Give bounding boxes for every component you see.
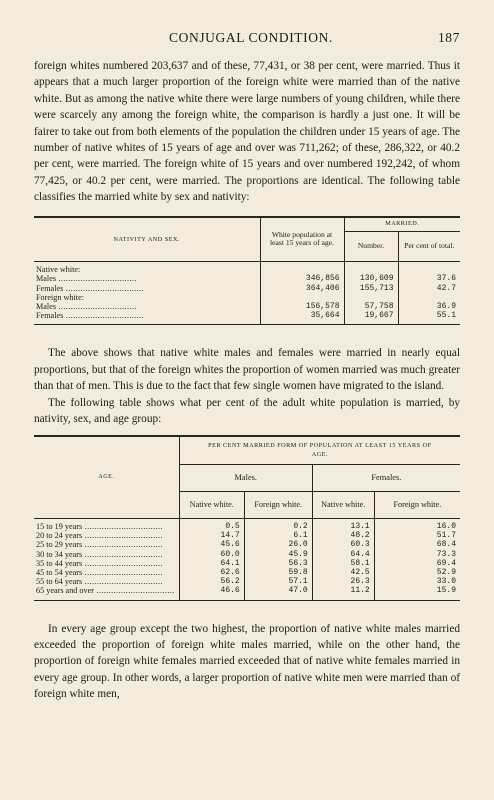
age-group-label: 65 years and over ..... (36, 586, 175, 595)
males-native-cell: 60.0 (179, 550, 244, 559)
running-header (34, 30, 460, 46)
col-header-percent: Per cent of total. (398, 232, 460, 262)
paragraph-2: The above shows that native white males and females were married in nearly equal proportions, but that of the foreign whites the proportion of women married was much greater than that of men. This is due to the fact that few single women have migrated to the island. (34, 347, 460, 393)
white-pop-cell: 35,664 (260, 311, 344, 325)
males-foreign-cell: 47.0 (244, 586, 312, 600)
males-native-cell: 56.2 (179, 577, 244, 586)
group-label: Foreign white: (36, 292, 84, 302)
males-foreign-cell: 6.1 (244, 531, 312, 540)
females-native-cell: 58.1 (312, 559, 374, 568)
males-native-cell: 0.5 (179, 518, 244, 531)
group-label: Native white: (36, 265, 81, 275)
white-pop-cell: 156,578 (260, 302, 344, 311)
paragraph-4: In every age group except the two highest, the proportion of native white males married exceeded the proportion of foreign white males married, while on the other hand, the proportion of foreign white females married exceeded that of native white females married in every age group. In other words, a larger proportion of native white men were married than of foreign white men, (34, 622, 460, 701)
married-number-cell: 19,667 (344, 311, 398, 325)
married-by-sex-nativity-table (34, 216, 460, 326)
females-native-cell: 13.1 (312, 518, 374, 531)
col-header-nativity-sex: NATIVITY AND SEX. (113, 235, 181, 243)
age-group-label: 20 to 24 years ..... (36, 531, 163, 540)
col-header-percent-married: PER CENT MARRIED FORM OF POPULATION AT LEAST 15 YEARS OF AGE. (179, 436, 460, 464)
males-foreign-cell: 57.1 (244, 577, 312, 586)
age-group-label: 55 to 64 years ..... (36, 577, 163, 586)
married-number-cell: 57,758 (344, 302, 398, 311)
percent-married-by-age-table (34, 435, 460, 600)
females-native-cell: 26.3 (312, 577, 374, 586)
paragraph-1: foreign whites numbered 203,637 and of these, 77,431, or 38 per cent, were married. Thus it appears that a much larger proportion of the foreign white were married than of the native white. But as among the native white there were large numbers of young children, while there were scarcely any among the foreign white, the comparison is hardly a just one. It will be fairer to take out from both elements of the population the children under 15 years of age. The number of native whites of 15 years of age and over was 711,262; of these, 286,322, or 40.2 per cent, were married. The foreign white of 15 years and over numbered 192,242, of whom 77,425, or 40.2 per cent, were married. The proportions are identical. The following table classifies the married white by sex and nativity: (34, 60, 460, 204)
col-header-males-native: Native white. (179, 491, 244, 518)
page-number: 187 (437, 30, 460, 45)
females-foreign-cell: 16.0 (374, 518, 460, 531)
females-foreign-cell: 69.4 (374, 559, 460, 568)
row-label: Males ..... (36, 302, 137, 311)
females-native-cell: 60.3 (312, 540, 374, 549)
females-foreign-cell: 73.3 (374, 550, 460, 559)
col-header-males: Males. (179, 464, 312, 491)
married-percent-cell: 42.7 (398, 284, 460, 293)
females-native-cell: 11.2 (312, 586, 374, 600)
col-header-females-native: Native white. (312, 491, 374, 518)
col-header-females-foreign: Foreign white. (374, 491, 460, 518)
males-foreign-cell: 0.2 (244, 518, 312, 531)
males-foreign-cell: 45.9 (244, 550, 312, 559)
row-label: Females ..... (36, 311, 144, 320)
running-title: CONJUGAL CONDITION. (169, 30, 333, 45)
col-header-number: Number. (344, 232, 398, 262)
col-header-age: AGE. (98, 473, 115, 481)
males-foreign-cell: 26.0 (244, 540, 312, 549)
females-native-cell: 64.4 (312, 550, 374, 559)
row-label: Males ..... (36, 274, 137, 283)
col-header-white-population: White population at least 15 years of age. (260, 217, 344, 262)
males-foreign-cell: 59.8 (244, 568, 312, 577)
females-foreign-cell: 51.7 (374, 531, 460, 540)
females-foreign-cell: 68.4 (374, 540, 460, 549)
age-group-label: 35 to 44 years ..... (36, 559, 163, 568)
males-native-cell: 46.6 (179, 586, 244, 600)
married-percent-cell: 37.6 (398, 274, 460, 283)
row-label: Females ..... (36, 284, 144, 293)
married-number-cell: 130,609 (344, 274, 398, 283)
males-native-cell: 45.6 (179, 540, 244, 549)
males-foreign-cell: 56.3 (244, 559, 312, 568)
paragraph-3: The following table shows what per cent of the adult white population is married, by nativity, sex, and age group: (34, 396, 460, 425)
married-percent-cell: 55.1 (398, 311, 460, 325)
males-native-cell: 14.7 (179, 531, 244, 540)
white-pop-cell: 364,406 (260, 284, 344, 293)
females-foreign-cell: 52.9 (374, 568, 460, 577)
males-native-cell: 62.6 (179, 568, 244, 577)
col-header-married: MARRIED. (344, 217, 460, 232)
age-group-label: 45 to 54 years ..... (36, 568, 163, 577)
females-native-cell: 42.5 (312, 568, 374, 577)
col-header-males-foreign: Foreign white. (244, 491, 312, 518)
males-native-cell: 64.1 (179, 559, 244, 568)
age-group-label: 25 to 29 years ..... (36, 540, 163, 549)
females-foreign-cell: 33.0 (374, 577, 460, 586)
age-group-label: 30 to 34 years ..... (36, 550, 163, 559)
col-header-females: Females. (312, 464, 460, 491)
females-native-cell: 48.2 (312, 531, 374, 540)
married-number-cell: 155,713 (344, 284, 398, 293)
married-percent-cell: 36.9 (398, 302, 460, 311)
age-group-label: 15 to 19 years ..... (36, 522, 163, 531)
females-foreign-cell: 15.9 (374, 586, 460, 600)
white-pop-cell: 346,856 (260, 274, 344, 283)
